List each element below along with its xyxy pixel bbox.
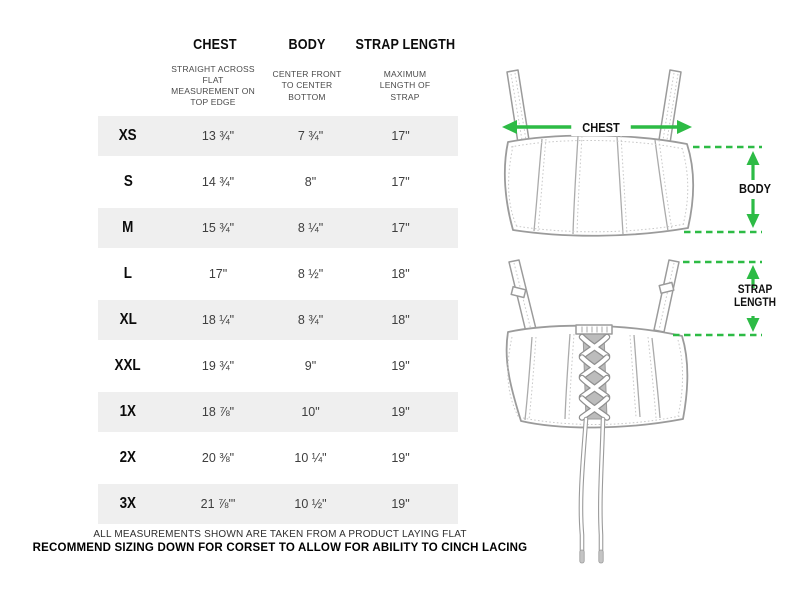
table-header bbox=[98, 36, 458, 116]
strap-value: 17" bbox=[391, 175, 410, 189]
size-chart-table bbox=[98, 36, 458, 530]
strap-value: 18" bbox=[391, 313, 410, 327]
size-label: 1X bbox=[119, 403, 137, 420]
table-body bbox=[98, 116, 458, 524]
body-value: 8 ½" bbox=[297, 267, 324, 281]
table-row-1x bbox=[98, 392, 458, 432]
table-row-s bbox=[98, 162, 458, 202]
diagram-chest-label: CHEST bbox=[571, 119, 631, 136]
body-value: 8 ¼" bbox=[297, 221, 324, 235]
chest-value: 18 ⅞" bbox=[201, 405, 235, 419]
body-value: 8" bbox=[304, 175, 317, 189]
column-subheader-chest: STRAIGHT ACROSS FLAT MEASUREMENT ON TOP EDGE bbox=[171, 63, 255, 108]
table-row-2x bbox=[98, 438, 458, 478]
strap-value: 19" bbox=[391, 405, 410, 419]
strap-value: 17" bbox=[391, 221, 410, 235]
chest-value: 15 ¾" bbox=[201, 221, 235, 235]
column-header-chest-label: CHEST bbox=[193, 36, 237, 53]
diagram-strap-length-label-line1: STRAP bbox=[737, 282, 773, 296]
size-label: S bbox=[123, 173, 133, 190]
diagram-strap-length-label-line2: LENGTH bbox=[734, 295, 776, 309]
column-subheader-body: CENTER FRONT TO CENTER BOTTOM bbox=[272, 69, 342, 102]
chest-value: 13 ¾" bbox=[201, 129, 235, 143]
footnotes bbox=[20, 529, 540, 554]
size-label: M bbox=[122, 219, 134, 236]
body-value: 10 ¼" bbox=[294, 451, 327, 465]
footnote-sizing-recommendation: RECOMMEND SIZING DOWN FOR CORSET TO ALLOW FOR ABILITY TO CINCH LACING bbox=[32, 542, 528, 554]
table-row-xxl bbox=[98, 346, 458, 386]
chest-value: 17" bbox=[208, 267, 228, 281]
size-label: XS bbox=[119, 127, 137, 144]
body-value: 8 ¾" bbox=[297, 313, 324, 327]
diagram-body-label: BODY bbox=[739, 181, 771, 196]
column-header-body-label: BODY bbox=[288, 36, 326, 53]
front-corset-illustration bbox=[505, 70, 693, 236]
chest-value: 21 ⅞'" bbox=[200, 497, 236, 511]
chest-value: 20 ⅜" bbox=[201, 451, 235, 465]
strap-value: 19" bbox=[391, 451, 410, 465]
chest-value: 18 ¼" bbox=[201, 313, 235, 327]
hanging-laces bbox=[580, 419, 603, 563]
body-value: 9" bbox=[304, 359, 317, 373]
table-row-l bbox=[98, 254, 458, 294]
strap-value: 19" bbox=[391, 497, 410, 511]
back-corset-illustration bbox=[507, 260, 688, 563]
column-subheader-strap-length: MAXIMUM LENGTH OF STRAP bbox=[379, 69, 431, 102]
table-row-m bbox=[98, 208, 458, 248]
diagram-strap-length-label bbox=[721, 283, 789, 309]
column-header-strap-length-label: STRAP LENGTH bbox=[355, 36, 455, 53]
size-label: 2X bbox=[119, 449, 137, 466]
footnote-measurements: ALL MEASUREMENTS SHOWN ARE TAKEN FROM A PRODUCT LAYING FLAT bbox=[93, 529, 467, 540]
chest-value: 14 ¾" bbox=[201, 175, 235, 189]
table-row-xl bbox=[98, 300, 458, 340]
size-label: XL bbox=[119, 311, 137, 328]
column-header-strap-length bbox=[342, 36, 468, 53]
table-row-xs bbox=[98, 116, 458, 156]
size-label: L bbox=[123, 265, 133, 282]
strap-value: 18" bbox=[391, 267, 410, 281]
body-value: 7 ¾" bbox=[297, 129, 324, 143]
strap-value: 17" bbox=[391, 129, 410, 143]
chest-value: 19 ¾" bbox=[201, 359, 235, 373]
size-label: XXL bbox=[114, 357, 142, 374]
corset-measurement-diagram bbox=[490, 30, 800, 590]
size-label: 3X bbox=[119, 495, 137, 512]
table-row-3x bbox=[98, 484, 458, 524]
body-value: 10 ½" bbox=[294, 497, 327, 511]
strap-value: 19" bbox=[391, 359, 410, 373]
body-value: 10" bbox=[301, 405, 320, 419]
